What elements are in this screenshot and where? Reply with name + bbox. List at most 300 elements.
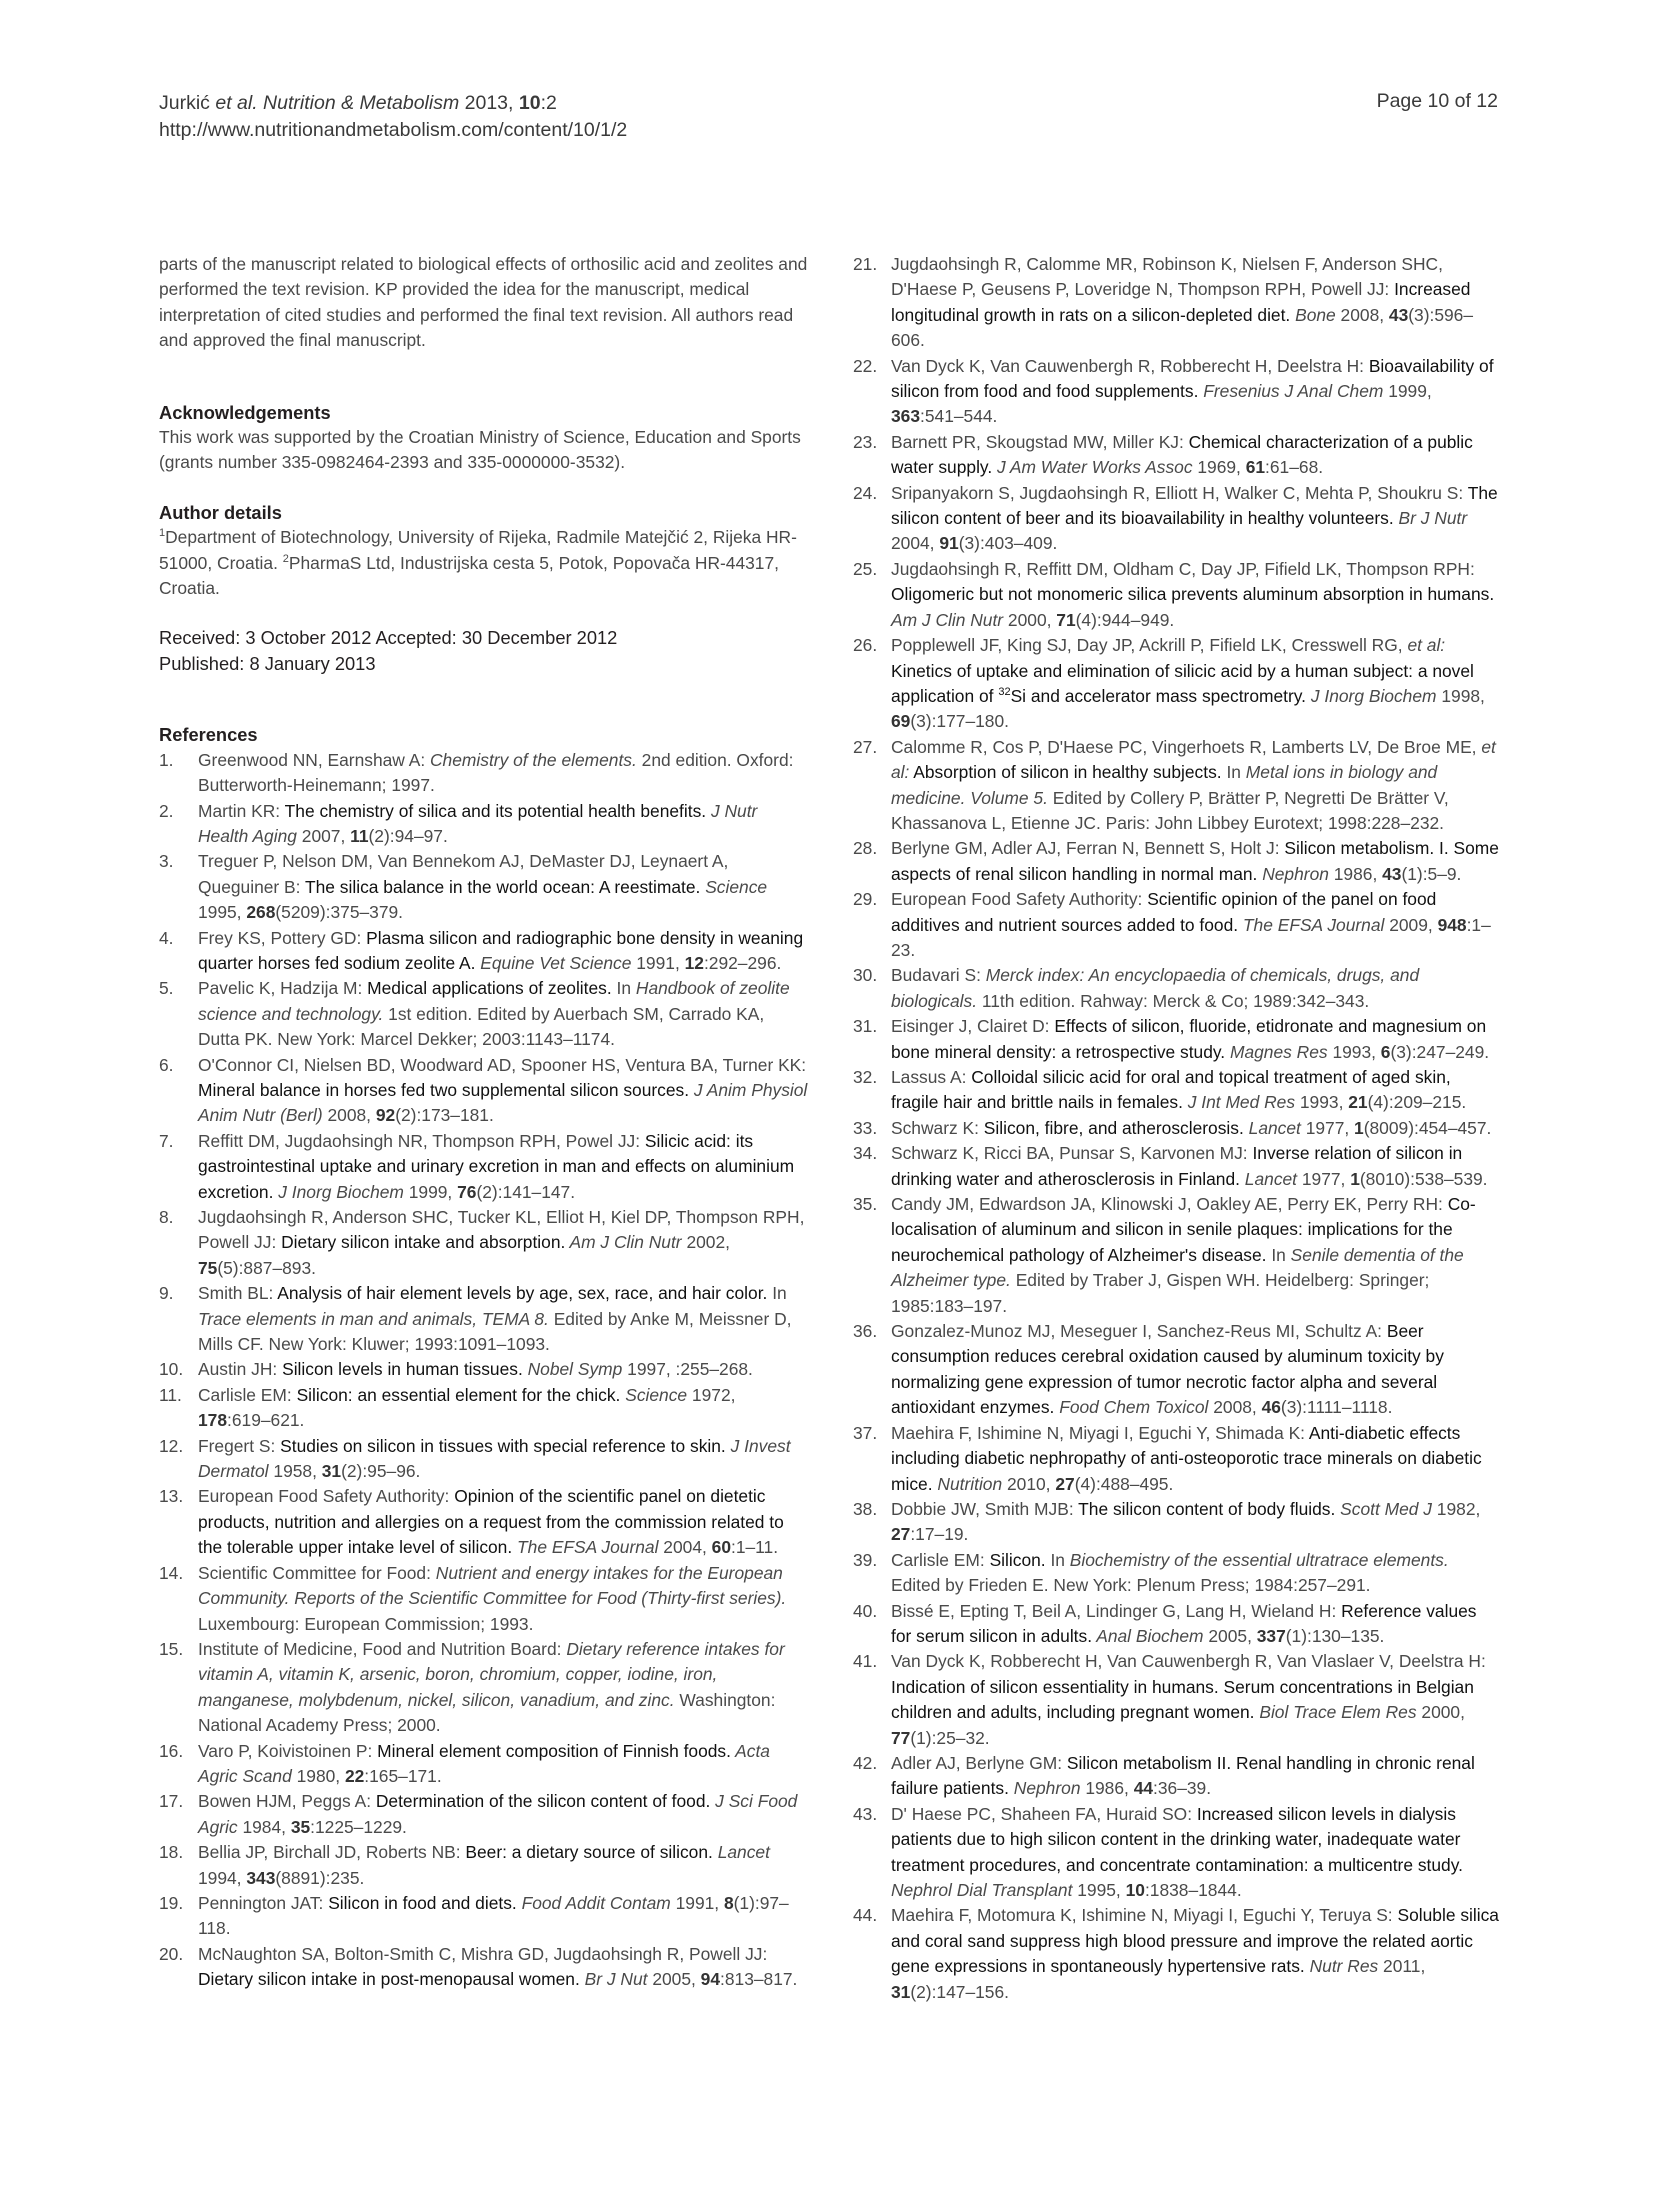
reference-item[interactable] xyxy=(159,849,809,925)
reference-title: Silicic acid: its gastrointestinal uptake and urinary excretion in man and effects on aluminium excretion. xyxy=(198,1130,795,1202)
reference-text xyxy=(891,1141,1501,1192)
reference-pages: :36–39. xyxy=(1153,1778,1212,1799)
reference-title: Soluble silica and coral sand suppress high blood pressure and improve the related aortic gene expressions in spontaneously hypertensive rats. xyxy=(891,1905,1499,1977)
reference-volume: 94 xyxy=(700,1969,721,1990)
reference-item[interactable] xyxy=(853,557,1501,633)
reference-volume: 8 xyxy=(723,1892,734,1913)
reference-authors: Bowen HJM, Peggs A: xyxy=(198,1791,376,1812)
reference-item[interactable] xyxy=(853,430,1501,481)
reference-item[interactable] xyxy=(853,354,1501,430)
reference-item[interactable] xyxy=(853,1903,1501,2005)
reference-year: 1986, xyxy=(1328,863,1383,884)
reference-item[interactable] xyxy=(159,748,809,799)
reference-item[interactable] xyxy=(853,1192,1501,1319)
reference-number: 40. xyxy=(853,1600,878,1621)
reference-volume: 43 xyxy=(1388,304,1409,325)
reference-journal: J Inorg Biochem xyxy=(1306,685,1437,706)
reference-book-details: Edited by Anke M, Meissner D, Mills CF. New York: Kluwer; 1993:1091–1093. xyxy=(198,1308,792,1355)
reference-pages: (1):130–135. xyxy=(1285,1625,1385,1646)
reference-authors: Barnett PR, Skougstad MW, Miller KJ: xyxy=(891,431,1189,452)
reference-item[interactable] xyxy=(159,926,809,977)
reference-year: 2004, xyxy=(891,533,940,554)
affiliation-1: Department of Biotechnology, University of Rijeka, Radmile Matejčić 2, Rijeka HR-51000, Croatia. xyxy=(159,527,797,573)
reference-book-title: Trace elements in man and animals, TEMA 8. xyxy=(198,1308,549,1329)
reference-journal: Lancet xyxy=(1243,1117,1301,1138)
reference-item[interactable] xyxy=(853,633,1501,735)
reference-authors: Carlisle EM: xyxy=(198,1384,297,1405)
reference-title: Silicon levels in human tissues. xyxy=(282,1359,523,1380)
reference-volume: 35 xyxy=(290,1816,311,1837)
reference-volume: 6 xyxy=(1380,1041,1391,1062)
reference-item[interactable] xyxy=(853,1649,1501,1751)
reference-text xyxy=(891,1497,1501,1548)
reference-text xyxy=(891,252,1501,354)
reference-authors: Bissé E, Epting T, Beil A, Lindinger G, Lang H, Wieland H: xyxy=(891,1600,1342,1621)
reference-authors: Eisinger J, Clairet D: xyxy=(891,1016,1055,1037)
reference-volume: 46 xyxy=(1261,1397,1281,1418)
reference-volume: 178 xyxy=(198,1410,228,1431)
reference-pages: 2nd edition. Oxford: Butterworth-Heinemann; 1997. xyxy=(198,749,794,796)
reference-journal: Anal Biochem xyxy=(1092,1625,1204,1646)
reference-volume: 71 xyxy=(1056,609,1076,630)
reference-item[interactable] xyxy=(159,1739,809,1790)
reference-journal: Equine Vet Science xyxy=(475,952,632,973)
reference-item[interactable] xyxy=(853,1802,1501,1904)
reference-volume: 44 xyxy=(1133,1778,1154,1799)
reference-number: 14. xyxy=(159,1562,184,1583)
reference-item[interactable] xyxy=(159,1891,809,1942)
reference-number: 9. xyxy=(159,1283,174,1304)
reference-pages: (2):95–96. xyxy=(341,1461,421,1482)
reference-year: 1977, xyxy=(1300,1117,1355,1138)
contributions-text: parts of the manuscript related to biological effects of orthosilic acid and zeolites and performed the text revision. KP provided the idea for the manuscript, medical interpretation of cited studies and performed the final text revision. All authors read and approved the final manuscript. xyxy=(159,254,808,351)
reference-text xyxy=(891,887,1501,963)
reference-journal: Magnes Res xyxy=(1225,1041,1328,1062)
reference-authors: Van Dyck K, Van Cauwenbergh R, Robberecht H, Deelstra H: xyxy=(891,355,1369,376)
reference-item[interactable] xyxy=(159,1561,809,1637)
reference-authors: Maehira F, Motomura K, Ishimine N, Miyagi I, Eguchi Y, Teruya S: xyxy=(891,1905,1398,1926)
reference-year: 2005, xyxy=(647,1969,701,1990)
affiliation-sup-1: 1 xyxy=(159,527,166,540)
reference-authors: Bellia JP, Birchall JD, Roberts NB: xyxy=(198,1842,466,1863)
reference-year: In xyxy=(1221,762,1246,783)
reference-title: Kinetics of uptake and elimination of silicic acid by a human subject: a novel application of xyxy=(891,660,1474,706)
reference-year: In xyxy=(1045,1549,1070,1570)
reference-authors: Van Dyck K, Robberecht H, Van Cauwenbergh R, Van Vlaslaer V, Deelstra H: xyxy=(891,1651,1486,1672)
reference-year: In xyxy=(611,978,636,999)
reference-authors: Sripanyakorn S, Jugdaohsingh R, Elliott H, Walker C, Mehta P, Shoukru S: xyxy=(891,482,1468,503)
reference-text xyxy=(198,1891,809,1942)
reference-text xyxy=(891,1802,1501,1904)
reference-book-details: Edited by Traber J, Gispen WH. Heidelberg: Springer; 1985:183–197. xyxy=(891,1270,1430,1316)
reference-item[interactable] xyxy=(853,735,1501,837)
reference-authors: O'Connor CI, Nielsen BD, Woodward AD, Spooner HS, Ventura BA, Turner KK: xyxy=(198,1054,807,1075)
reference-number: 33. xyxy=(853,1117,878,1138)
reference-number: 5. xyxy=(159,978,174,999)
article-url[interactable]: http://www.nutritionandmetabolism.com/content/10/1/2 xyxy=(159,119,628,141)
reference-year: 1993, xyxy=(1295,1092,1349,1113)
reference-authors: Jugdaohsingh R, Reffitt DM, Oldham C, Day JP, Fifield LK, Thompson RPH: xyxy=(891,558,1475,579)
reference-authors: Budavari S: xyxy=(891,965,986,986)
reference-authors: Treguer P, Nelson DM, Van Bennekom AJ, DeMaster DJ, Leynaert A, Queguiner B: xyxy=(198,851,729,897)
reference-number: 15. xyxy=(159,1638,184,1659)
reference-year: 2008, xyxy=(322,1105,376,1126)
reference-number: 24. xyxy=(853,482,878,503)
reference-title: The silicon content of body fluids. xyxy=(1078,1498,1336,1519)
reference-journal: Food Addit Contam xyxy=(516,1892,671,1913)
reference-text xyxy=(891,1903,1501,2005)
reference-volume: 43 xyxy=(1382,863,1402,884)
reference-authors: Pennington JAT: xyxy=(198,1892,329,1913)
reference-authors: Martin KR: xyxy=(198,800,285,821)
reference-pages: :17–19. xyxy=(910,1524,969,1545)
reference-number: 16. xyxy=(159,1740,184,1761)
reference-number: 44. xyxy=(853,1905,878,1926)
reference-title: Mineral balance in horses fed two supplemental silicon sources. xyxy=(198,1079,690,1100)
reference-item[interactable] xyxy=(853,1319,1501,1421)
reference-volume: 1 xyxy=(1354,1117,1364,1138)
right-column xyxy=(853,252,1501,2005)
reference-pages: (1):25–32. xyxy=(910,1727,990,1748)
reference-authors: Jugdaohsingh R, Calomme MR, Robinson K, Nielsen F, Anderson SHC, D'Haese P, Geusens P, Loveridge N, Thompson RPH, Powell JJ: xyxy=(891,254,1443,300)
reference-title: Effects of silicon, fluoride, etidronate and magnesium on bone mineral density: a retrospective study. xyxy=(891,1016,1487,1062)
reference-volume: 75 xyxy=(198,1257,218,1278)
reference-number: 7. xyxy=(159,1130,174,1151)
reference-pages: :541–544. xyxy=(920,406,998,427)
reference-journal: Nutr Res xyxy=(1304,1956,1379,1977)
citation-journal: Nutrition & Metabolism xyxy=(263,92,460,114)
reference-title: Medical applications of zeolites. xyxy=(367,978,612,999)
reference-journal: Nutrition xyxy=(932,1473,1003,1494)
reference-title: Analysis of hair element levels by age, sex, race, and hair color. xyxy=(277,1283,768,1304)
reference-year: 1998, xyxy=(1436,685,1485,706)
reference-item[interactable] xyxy=(159,1840,809,1891)
reference-text xyxy=(891,1649,1501,1751)
reference-journal: Merck index: An encyclopaedia of chemicals, drugs, and biologicals. xyxy=(891,965,1420,1011)
reference-item[interactable] xyxy=(159,1129,809,1205)
reference-title: Silicon metabolism II. Renal handling in chronic renal failure patients. xyxy=(891,1752,1475,1799)
reference-text xyxy=(891,735,1501,837)
reference-item[interactable] xyxy=(853,1014,1501,1065)
reference-journal: J Inorg Biochem xyxy=(273,1181,404,1202)
reference-item[interactable] xyxy=(159,1357,809,1382)
reference-journal: Br J Nut xyxy=(579,1969,648,1990)
reference-pages: (8009):454–457. xyxy=(1363,1117,1492,1138)
reference-authors: Carlisle EM: xyxy=(891,1549,990,1570)
reference-authors: McNaughton SA, Bolton-Smith C, Mishra GD, Jugdaohsingh R, Powell JJ: xyxy=(198,1943,768,1964)
reference-number: 23. xyxy=(853,431,878,452)
reference-volume: 27 xyxy=(891,1524,911,1545)
reference-list-right xyxy=(853,252,1501,2005)
reference-authors: Adler AJ, Berlyne GM: xyxy=(891,1752,1067,1773)
reference-year: 11th edition. Rahway: Merck & Co; 1989:342–343. xyxy=(977,990,1370,1011)
reference-text xyxy=(891,557,1501,633)
reference-volume: 76 xyxy=(457,1181,477,1202)
reference-item[interactable] xyxy=(159,1281,809,1357)
reference-volume: 31 xyxy=(891,1981,911,2002)
reference-number: 6. xyxy=(159,1054,174,1075)
reference-authors: Jugdaohsingh R, Anderson SHC, Tucker KL, Elliot H, Kiel DP, Thompson RPH, Powell JJ: xyxy=(198,1207,805,1253)
reference-item[interactable] xyxy=(159,1942,809,1993)
reference-item[interactable] xyxy=(853,252,1501,354)
reference-pages: (1):5–9. xyxy=(1401,863,1462,884)
reference-year: 1984, xyxy=(237,1816,291,1837)
reference-volume: 343 xyxy=(246,1867,276,1888)
reference-text xyxy=(891,1548,1501,1599)
reference-pages: :1–23. xyxy=(891,914,1491,960)
reference-number: 20. xyxy=(159,1943,184,1964)
reference-item[interactable] xyxy=(853,1751,1501,1802)
reference-number: 34. xyxy=(853,1143,878,1164)
reference-text xyxy=(891,963,1501,1014)
page-number: Page 10 of 12 xyxy=(1376,90,1498,112)
reference-item[interactable] xyxy=(853,1548,1501,1599)
reference-journal: Nephrol Dial Transplant xyxy=(891,1880,1073,1900)
reference-year: 1994, xyxy=(198,1867,247,1888)
reference-number: 21. xyxy=(853,254,878,274)
reference-number: 32. xyxy=(853,1067,878,1087)
reference-authors: Calomme R, Cos P, D'Haese PC, Vingerhoets R, Lamberts LV, De Broe ME, xyxy=(891,736,1482,757)
reference-journal: Biol Trace Elem Res xyxy=(1254,1702,1417,1723)
received-accepted: Received: 3 October 2012 Accepted: 30 December 2012 xyxy=(159,627,618,649)
reference-item[interactable] xyxy=(159,1053,809,1129)
reference-item[interactable] xyxy=(159,1434,809,1485)
reference-year: 2011, xyxy=(1378,1956,1426,1977)
reference-volume: 27 xyxy=(1055,1473,1075,1494)
reference-title: Silicon metabolism. I. Some aspects of renal silicon handling in normal man. xyxy=(891,838,1499,884)
reference-journal: Scott Med J xyxy=(1335,1498,1432,1519)
reference-item[interactable] xyxy=(853,1116,1501,1141)
reference-pages: (2):141–147. xyxy=(476,1181,576,1202)
reference-pages: :61–68. xyxy=(1265,457,1324,478)
reference-pages: (3):403–409. xyxy=(958,533,1058,554)
reference-volume: 1 xyxy=(1350,1168,1360,1189)
reference-title: Silicon: an essential element for the chick. xyxy=(296,1384,621,1405)
reference-title: Bioavailability of silicon from food and food supplements. xyxy=(891,355,1494,402)
reference-title: Colloidal silicic acid for oral and topical treatment of aged skin, fragile hair and brittle nails in females. xyxy=(891,1067,1451,1113)
reference-title-cont: Si and accelerator mass spectrometry. xyxy=(1010,685,1307,706)
reference-list-left xyxy=(159,748,809,1993)
reference-journal: J Nutr Health Aging xyxy=(198,800,758,846)
reference-year: 1997, :255–268. xyxy=(622,1359,753,1380)
reference-item[interactable] xyxy=(159,1205,809,1281)
reference-journal: Lancet xyxy=(712,1842,770,1863)
reference-pages: (4):944–949. xyxy=(1075,609,1175,630)
reference-item[interactable] xyxy=(853,481,1501,557)
reference-number: 36. xyxy=(853,1321,878,1342)
reference-pages: (1):97–118. xyxy=(198,1892,789,1939)
reference-journal: Dietary reference intakes for vitamin A, vitamin K, arsenic, boron, chromium, copper, iodine, iron, manganese, molybdenum, nickel, silicon, vanadium, and zinc. xyxy=(198,1638,785,1710)
reference-pages: (4):488–495. xyxy=(1074,1473,1174,1494)
reference-authors: Schwarz K, Ricci BA, Punsar S, Karvonen MJ: xyxy=(891,1143,1253,1164)
reference-item[interactable] xyxy=(159,799,809,850)
reference-number: 26. xyxy=(853,635,878,656)
reference-authors: Reffitt DM, Jugdaohsingh NR, Thompson RPH, Powel JJ: xyxy=(198,1130,645,1151)
reference-number: 25. xyxy=(853,558,878,579)
reference-text xyxy=(198,799,809,850)
reference-year: 1972, xyxy=(687,1384,736,1405)
reference-title: Scientific opinion of the panel on food additives and nutrient sources added to food. xyxy=(891,889,1437,935)
reference-book-title: Biochemistry of the essential ultratrace elements. xyxy=(1069,1549,1449,1570)
reference-authors: Popplewell JF, King SJ, Day JP, Ackrill P, Fifield LK, Cresswell RG, xyxy=(891,635,1408,656)
reference-title: Increased silicon levels in dialysis patients due to high silicon content in the drinking water, inadequate water treatment procedures, and concentrate contamination: a multicentre study. xyxy=(891,1803,1463,1875)
reference-year: 1995, xyxy=(1072,1880,1126,1900)
reference-book-title: Senile dementia of the Alzheimer type. xyxy=(891,1244,1464,1291)
reference-text xyxy=(198,1205,809,1281)
reference-authors: Maehira F, Ishimine N, Miyagi I, Eguchi Y, Shimada K: xyxy=(891,1422,1309,1443)
reference-volume: 10 xyxy=(1125,1880,1145,1900)
reference-pages: (4):209–215. xyxy=(1367,1092,1467,1113)
reference-year: 2010, xyxy=(1002,1473,1056,1494)
reference-authors: Lassus A: xyxy=(891,1067,972,1087)
reference-authors: Gonzalez-Munoz MJ, Meseguer I, Sanchez-Reus MI, Schultz A: xyxy=(891,1321,1387,1342)
reference-pages: (5209):375–379. xyxy=(275,902,404,923)
reference-item[interactable] xyxy=(853,836,1501,887)
reference-text xyxy=(198,1739,809,1790)
reference-item[interactable] xyxy=(853,1497,1501,1548)
reference-number: 18. xyxy=(159,1842,184,1863)
reference-volume: 92 xyxy=(375,1105,396,1126)
reference-number: 13. xyxy=(159,1486,184,1507)
reference-title: Co-localisation of aluminum and silicon in senile plaques: implications for the neurochemical pathology of Alzheimer's disease. xyxy=(891,1194,1476,1265)
citation-issue: :2 xyxy=(540,92,557,114)
reference-text xyxy=(891,1421,1501,1497)
reference-number: 42. xyxy=(853,1752,878,1773)
reference-year: Washington: National Academy Press; 2000. xyxy=(198,1689,776,1736)
reference-number: 17. xyxy=(159,1791,184,1812)
reference-item[interactable] xyxy=(853,887,1501,963)
reference-year: 2004, xyxy=(658,1537,712,1558)
reference-title: Increased longitudinal growth in rats on a silicon-depleted diet. xyxy=(891,279,1471,325)
reference-book-details: Edited by Frieden E. New York: Plenum Press; 1984:257–291. xyxy=(891,1575,1371,1596)
reference-item[interactable] xyxy=(159,1383,809,1434)
reference-number: 1. xyxy=(159,749,174,770)
reference-pages: (3):1111–1118. xyxy=(1280,1397,1393,1418)
reference-number: 31. xyxy=(853,1016,878,1037)
reference-journal: Nutrient and energy intakes for the European Community. Reports of the Scientific Committee for Food (Thirty-first series). xyxy=(198,1562,787,1609)
reference-number: 12. xyxy=(159,1435,184,1456)
reference-authors: Candy JM, Edwardson JA, Klinowski J, Oakley AE, Perry EK, Perry RH: xyxy=(891,1194,1448,1215)
reference-number: 30. xyxy=(853,965,878,986)
reference-text xyxy=(891,354,1501,430)
reference-item[interactable] xyxy=(159,1637,809,1739)
reference-item[interactable] xyxy=(159,1484,809,1560)
reference-year: 2002, xyxy=(681,1232,730,1253)
reference-pages: (2):173–181. xyxy=(395,1105,494,1126)
reference-title: Reference values for serum silicon in adults. xyxy=(891,1600,1477,1646)
reference-year: 2009, xyxy=(1384,914,1438,935)
reference-item[interactable] xyxy=(853,963,1501,1014)
reference-journal: Science xyxy=(620,1384,688,1405)
published-date: Published: 8 January 2013 xyxy=(159,652,376,674)
reference-item[interactable] xyxy=(853,1141,1501,1192)
reference-number: 2. xyxy=(159,800,174,821)
reference-authors: Varo P, Koivistoinen P: xyxy=(198,1740,378,1761)
reference-title: Dietary silicon intake in post-menopausal women. xyxy=(198,1969,580,1990)
reference-title: Silicon. xyxy=(989,1549,1046,1570)
reference-text xyxy=(198,926,809,977)
reference-volume: 11 xyxy=(350,825,369,846)
reference-year: 2008, xyxy=(1208,1397,1262,1418)
reference-text xyxy=(891,481,1501,557)
reference-year: 2000, xyxy=(1416,1702,1465,1723)
reference-year: 1995, xyxy=(198,902,247,923)
reference-journal: The EFSA Journal xyxy=(1238,914,1385,935)
reference-text xyxy=(891,1014,1501,1065)
reference-authors: Institute of Medicine, Food and Nutrition Board: xyxy=(198,1638,567,1659)
reference-title: Opinion of the scientific panel on dietetic products, nutrition and allergies on a request from the commission related to the tolerable upper intake level of silicon. xyxy=(198,1486,784,1558)
reference-number: 19. xyxy=(159,1892,184,1913)
reference-year: 1980, xyxy=(291,1765,345,1786)
reference-journal: Acta Agric Scand xyxy=(198,1740,770,1786)
reference-volume: 91 xyxy=(939,533,959,554)
affiliation-2: PharmaS Ltd, Industrijska cesta 5, Potok, Popovača HR-44317, Croatia. xyxy=(159,552,779,599)
reference-number: 29. xyxy=(853,889,878,910)
reference-item[interactable] xyxy=(853,1599,1501,1650)
reference-title: Beer: a dietary source of silicon. xyxy=(465,1842,713,1863)
reference-title: Silicon in food and diets. xyxy=(328,1892,517,1913)
reference-item[interactable] xyxy=(853,1065,1501,1116)
reference-text xyxy=(891,430,1501,481)
reference-journal: Science xyxy=(700,876,768,897)
author-details-heading: Author details xyxy=(159,501,282,523)
reference-text xyxy=(891,836,1501,887)
reference-text xyxy=(198,1637,809,1739)
reference-volume: 22 xyxy=(344,1765,365,1786)
reference-item[interactable] xyxy=(159,1789,809,1840)
affiliation-sup-2: 2 xyxy=(282,552,289,565)
reference-year: Luxembourg: European Commission; 1993. xyxy=(198,1613,534,1634)
citation-year: 2013, xyxy=(464,92,514,114)
citation-etal: et al. xyxy=(215,92,258,114)
reference-number: 11. xyxy=(159,1384,182,1405)
citation-line xyxy=(159,90,627,117)
reference-year: 2005, xyxy=(1203,1625,1257,1646)
reference-authors: European Food Safety Authority: xyxy=(198,1486,455,1507)
reference-authors: Smith BL: xyxy=(198,1283,278,1304)
running-header xyxy=(159,90,627,144)
reference-text xyxy=(198,849,809,925)
reference-authors: Pavelic K, Hadzija M: xyxy=(198,978,368,999)
reference-pages: :1–11. xyxy=(731,1537,779,1558)
reference-title-sup: 32 xyxy=(998,686,1011,699)
reference-volume: 60 xyxy=(711,1537,731,1558)
reference-authors: European Food Safety Authority: xyxy=(891,889,1148,910)
reference-volume: 12 xyxy=(684,952,704,973)
author-details-text xyxy=(159,525,809,601)
reference-pages: :1838–1844. xyxy=(1144,1880,1242,1900)
reference-text xyxy=(891,633,1501,735)
reference-title: Determination of the silicon content of food. xyxy=(375,1791,711,1812)
reference-text xyxy=(198,1789,809,1840)
reference-text xyxy=(198,1383,809,1434)
reference-text xyxy=(891,1599,1501,1650)
reference-text xyxy=(891,1751,1501,1802)
reference-item[interactable] xyxy=(853,1421,1501,1497)
reference-authors: Fregert S: xyxy=(198,1435,281,1456)
reference-pages: (3):596–606. xyxy=(891,304,1474,351)
reference-pages: (3):247–249. xyxy=(1390,1041,1490,1062)
reference-number: 3. xyxy=(159,851,174,872)
reference-item[interactable] xyxy=(159,976,809,1052)
reference-year: 1969, xyxy=(1192,457,1246,478)
reference-year: 2000, xyxy=(1003,609,1057,630)
reference-pages: :292–296. xyxy=(703,952,782,973)
reference-number: 22. xyxy=(853,355,878,376)
reference-journal: Nephron xyxy=(1008,1778,1081,1799)
reference-title: Oligomeric but not monomeric silica prevents aluminum absorption in humans. xyxy=(891,584,1495,605)
reference-journal: Bone xyxy=(1290,304,1336,325)
